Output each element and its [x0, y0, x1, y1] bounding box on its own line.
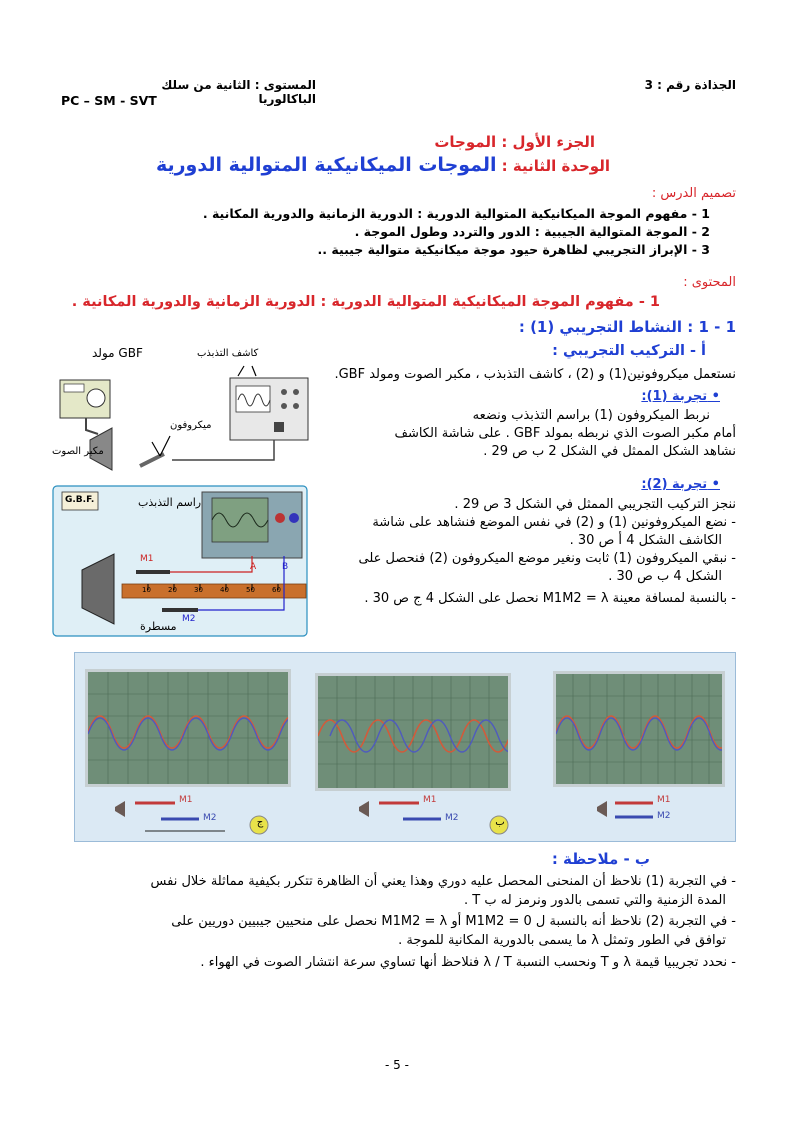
- ruler-tick-label: 10: [142, 586, 151, 594]
- ruler-label: مسطرة: [140, 620, 177, 633]
- experiment-1-text: تجربة (1):: [641, 389, 708, 404]
- experiment-2-line: - نبقي الميكروفون (1) ثابت ونغير موضع الميكروفون (2) فنحصل على: [358, 551, 736, 566]
- oscillogram-a-plot: [556, 674, 722, 784]
- m2-label: M2: [203, 813, 217, 823]
- experiment-1-line: نشاهد الشكل الممثل في الشكل 2 ب ص 29 .: [483, 444, 736, 459]
- cable: [86, 418, 98, 434]
- grid: [318, 676, 508, 788]
- plan-item: 3 - الإبراز التجريبي لظاهرة حيود موجة ميكانيكية متوالية جيبية ..: [317, 242, 710, 257]
- gbf-box-label: G.B.F.: [65, 495, 95, 505]
- experiment-2-line: ننجز التركيب التجريبي الممثل في الشكل 3 ص 29 .: [454, 497, 736, 512]
- microphone-pointer: [160, 436, 170, 456]
- page-number: - 5 -: [385, 1058, 409, 1072]
- note-line: توافق في الطور وتمثل λ ما يسمى بالدورية المكانية للموجة .: [398, 933, 726, 948]
- m1-label: M1: [179, 795, 193, 805]
- panel-tag-b: ب: [495, 817, 505, 828]
- channel-b-label: B: [282, 562, 289, 572]
- m2-label: M2: [445, 813, 459, 823]
- channel-a-label: A: [250, 562, 257, 572]
- generator-label: مولد GBF: [92, 346, 143, 360]
- ruler-tick-label: 20: [168, 586, 177, 594]
- cable: [172, 440, 274, 460]
- plan-item: 1 - مفهوم الموجة الميكانيكية المتوالية الدورية : الدورية الزمانية والدورية المكانية .: [202, 206, 710, 221]
- oscilloscope-label: كاشف التذبذب: [197, 348, 259, 359]
- oscillogram-c-plot: [88, 672, 288, 784]
- oscillogram-panel-a: [553, 671, 725, 787]
- note-line: - نحدد تجريبيا قيمة λ و T ونحسب النسبة λ / T فنلاحظ أنها تساوي سرعة انتشار الصوت في الهواء .: [200, 955, 736, 970]
- signal-m2: [556, 718, 722, 750]
- experiment-2-line: - بالنسبة لمسافة معينة M1M2 = λ نحصل على الشكل 4 ج ص 30 .: [364, 591, 736, 606]
- experiment-2-label: • تجربة (2):: [641, 477, 720, 492]
- ruler-tick-label: 60: [272, 586, 281, 594]
- plan-heading: تصميم الدرس :: [651, 186, 736, 201]
- m1-label: M1: [423, 795, 437, 805]
- panel-tag-c: ج: [256, 817, 264, 828]
- signal-m1: [556, 716, 722, 748]
- generator-knob: [87, 389, 105, 407]
- m2-label: M2: [182, 614, 196, 624]
- speaker-icon: [597, 801, 607, 817]
- plan-item: 2 - الموجة المتوالية الجيبية : الدور والتردد وطول الموجة .: [354, 224, 710, 239]
- ruler-tick-label: 50: [246, 586, 255, 594]
- m1-label: M1: [140, 554, 154, 564]
- experiment-2-line: الشكل 4 ب ص 30 .: [608, 569, 722, 584]
- experiment-1-label: • تجربة (1):: [641, 389, 720, 404]
- scope-knob: [275, 513, 285, 523]
- oscilloscope-knob: [293, 389, 299, 395]
- microphone-pointer: [152, 442, 160, 456]
- grid: [88, 672, 288, 784]
- setup-figure: [52, 340, 310, 640]
- unit-name: الموجات الميكانيكية المتوالية الدورية: [155, 154, 497, 176]
- speaker-label: مكبر الصوت: [52, 446, 104, 457]
- oscilloscope-knob: [281, 403, 287, 409]
- experiment-1-line: أمام مكبر الصوت الذي نربطه بمولد GBF . على شاشة الكاشف: [394, 426, 736, 441]
- scope-knob: [289, 513, 299, 523]
- ruler-tick-label: 40: [220, 586, 229, 594]
- experiment-2-text: تجربة (2):: [641, 477, 708, 492]
- setup-text: نستعمل ميكروفونين(1) و (2) ، كاشف التذبذب ، مكبر الصوت ومولد GBF.: [334, 367, 736, 382]
- note-line: المدة الزمنية والتي تسمى بالدور ونرمز له ب T .: [464, 893, 726, 908]
- note-line: - في التجربة (1) نلاحظ أن المنحنى المحصل عليه دوري وهذا يعني أن الظاهرة تتكرر بكيفية مماثلة خلال نفس: [150, 874, 736, 889]
- oscillogram-panel-c: [85, 669, 291, 787]
- leaflet-number: الجذاذة رقم : 3: [644, 78, 736, 92]
- activity-title: 1 - 1 : النشاط التجريبي (1) :: [518, 318, 736, 336]
- oscillogram-panel-b: [315, 673, 511, 791]
- section-1-title: 1 - مفهوم الموجة الميكانيكية المتوالية الدورية : الدورية الزمانية والدورية المكانية .: [71, 294, 660, 310]
- oscillogram-b-plot: [318, 676, 508, 788]
- microphone-indicators: [75, 791, 735, 839]
- oscilloscope-pointer: [252, 366, 256, 376]
- speaker-icon: [115, 801, 125, 817]
- level-label: المستوى : الثانية من سلك الباكالوريا: [161, 78, 316, 106]
- oscilloscope-port: [274, 422, 284, 432]
- oscilloscope-screen: [236, 386, 270, 412]
- unit-title: [155, 154, 610, 176]
- part-title: الجزء الأول : الموجات: [434, 133, 595, 151]
- oscilloscope-knob: [281, 389, 287, 395]
- setup-diagram: [52, 340, 310, 640]
- m1-label: M1: [657, 795, 671, 805]
- oscilloscope-knob: [293, 403, 299, 409]
- grid: [556, 674, 722, 784]
- scope-label: راسم التذبذب: [138, 496, 202, 509]
- streams-label: PC – SM - SVT: [61, 93, 157, 108]
- generator-display: [64, 384, 84, 392]
- content-heading: المحتوى :: [683, 275, 736, 290]
- experiment-2-line: الكاشف الشكل 4 أ ص 30 .: [569, 533, 722, 548]
- note-heading: ب - ملاحظة :: [551, 850, 650, 868]
- oscilloscope-pointer: [238, 366, 244, 376]
- experiment-2-line: - نضع الميكروفونين (1) و (2) في نفس الموضع فنشاهد على شاشة: [372, 515, 736, 530]
- m2-label: M2: [657, 811, 671, 821]
- microphone-label: ميكروفون: [170, 420, 212, 431]
- setup-heading: أ - التركيب التجريبي :: [552, 343, 706, 359]
- note-line: - في التجربة (2) نلاحظ أنه بالنسبة ل M1M2 = 0 أو M1M2 = λ نحصل على منحيين جيبيين دوريين على: [171, 914, 736, 929]
- unit-prefix: الوحدة الثانية :: [501, 157, 610, 175]
- ruler-tick-label: 30: [194, 586, 203, 594]
- oscillogram-figure: [74, 652, 736, 842]
- experiment-1-line: نربط الميكروفون (1) براسم التذبذب ونضعه: [472, 408, 710, 423]
- speaker-icon: [359, 801, 369, 817]
